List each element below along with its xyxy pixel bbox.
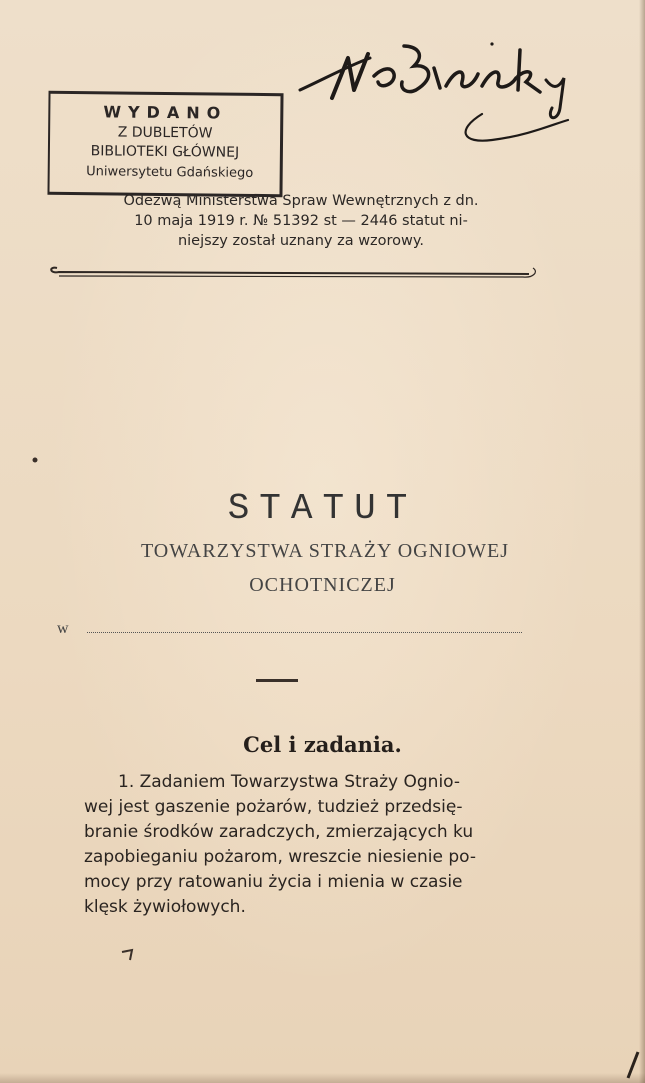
stamp-line-3: BIBLIOTEKI GŁÓWNEJ [90,143,240,161]
document-title: STATUT [227,488,418,529]
approval-note-line: 10 maja 1919 r. № 51392 st — 2446 statut ni- [134,213,468,229]
paragraph-line: zapobieganiu pożarom, wreszcie niesienie po- [84,847,476,867]
paragraph-line: mocy przy ratowaniu życia i mienia w czasie [84,872,463,892]
decorative-rule [45,262,545,282]
location-line [57,620,522,640]
ink-speck [118,944,142,968]
paper-speck [30,455,40,465]
library-stamp [47,91,283,197]
stamp-line-2: Z DUBLETÓW [117,124,213,142]
subtitle-line-2: OCHOTNICZEJ [249,574,396,596]
approval-note-line: Odezwą Ministerstwa Spraw Wewnętrznych z dn. [123,193,479,209]
handwritten-signature [296,38,596,158]
approval-note-line: niejszy został uznany za wzorowy. [177,233,425,249]
stamp-line-1: WYDANO [103,102,228,123]
section-heading: Cel i zadania. [243,732,402,757]
paragraph-line: klęsk żywiołowych. [84,897,246,917]
approval-note [56,191,546,251]
paragraph-1 [84,770,534,920]
paragraph-line: branie środków zaradczych, zmierzających ku [84,822,474,842]
paragraph-line: 1. Zadaniem Towarzystwa Straży Ognio- [118,772,461,792]
location-blank [87,632,522,633]
page-bottom-shadow [0,1073,645,1083]
page-edge-shadow [639,0,645,1083]
stamp-line-4: Uniwersytetu Gdańskiego [86,164,254,181]
corner-mark [610,1050,640,1080]
subtitle-line-1: TOWARZYSTWA STRAŻY OGNIOWEJ [140,540,510,562]
location-prefix: w [57,620,69,637]
section-divider [256,679,298,682]
paragraph-line: wej jest gaszenie pożarów, tudzież przedsię- [84,797,463,817]
